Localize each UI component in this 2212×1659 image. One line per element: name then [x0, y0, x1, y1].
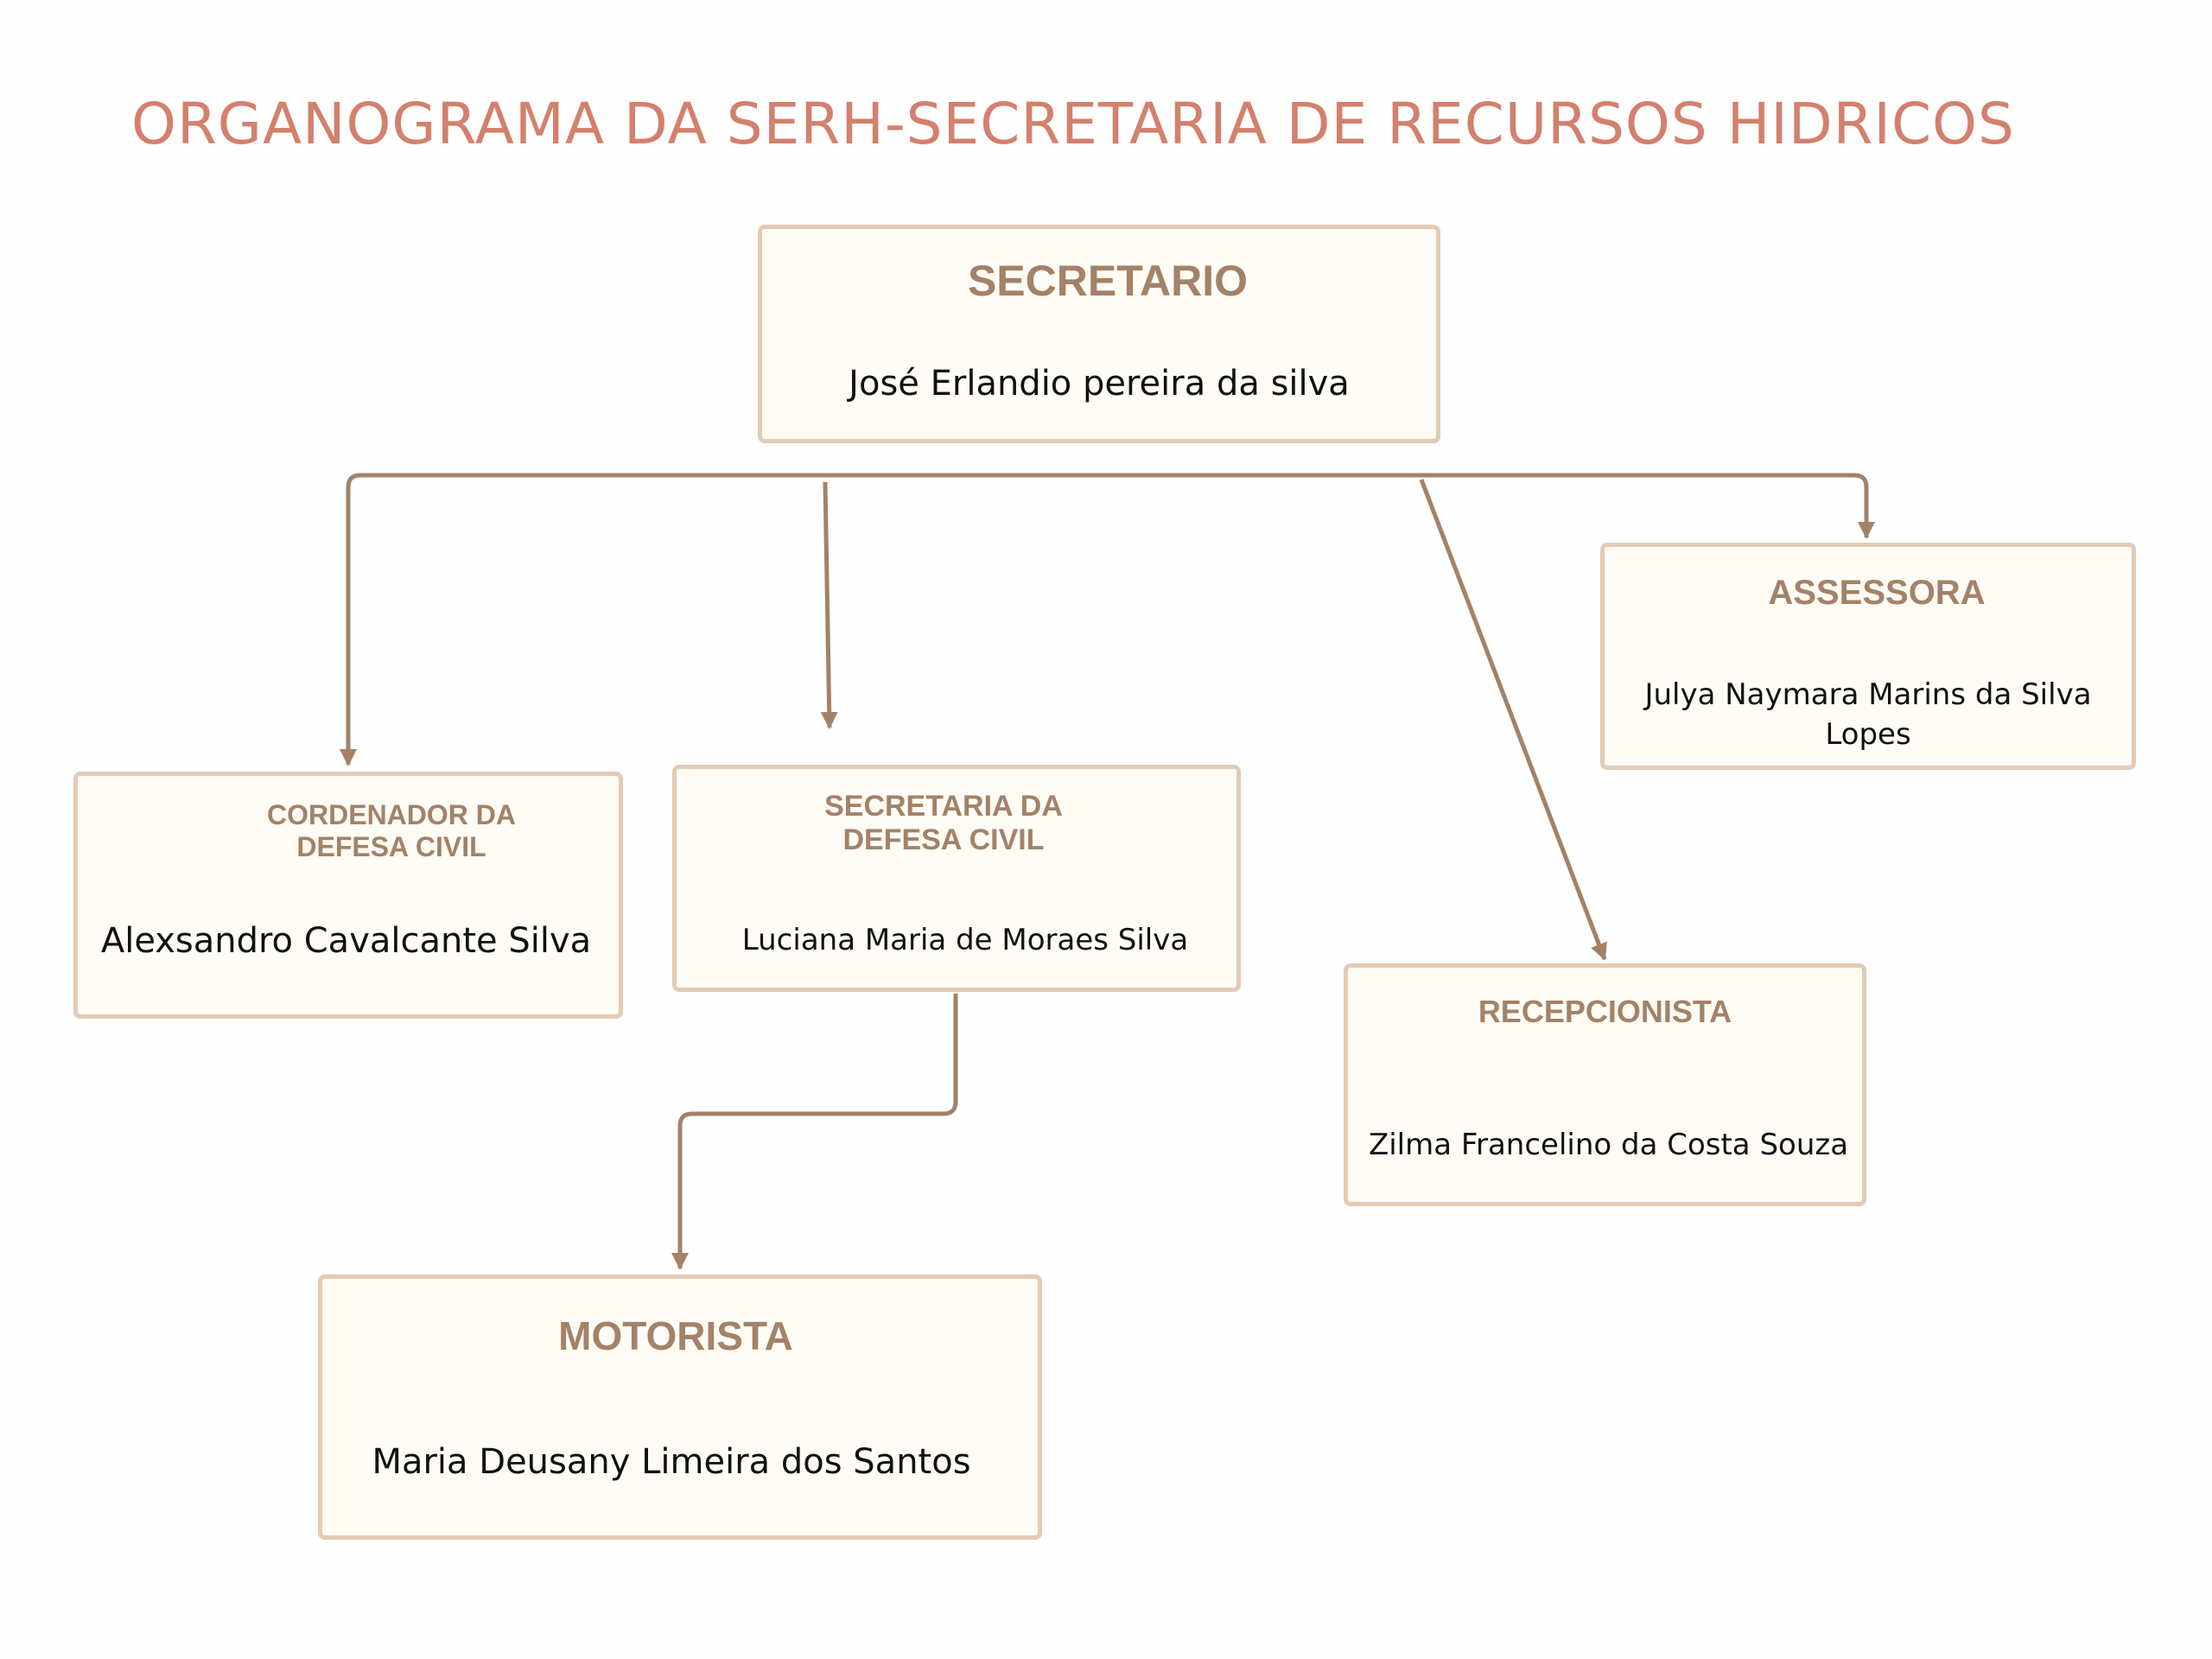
person-name: José Erlandio pereira da silva [849, 364, 1350, 404]
person-name: Zilma Francelino da Costa Souza [1368, 1128, 1849, 1162]
role-label: SECRETARIO [967, 257, 1249, 305]
role-label: ASSESSORA [1768, 574, 1986, 612]
node-assessora [1600, 543, 2136, 770]
person-name: Alexsandro Cavalcante Silva [100, 921, 592, 961]
connector-to-coordenador [348, 475, 862, 765]
connector-to-motorista [680, 994, 956, 1268]
connector-to-recepcionista [1421, 480, 1605, 959]
role-label: MOTORISTA [558, 1313, 793, 1358]
node-recepcionista [1344, 963, 1866, 1206]
node-coordenador-defesa-civil [73, 772, 623, 1019]
node-secretaria-defesa-civil [672, 765, 1241, 992]
person-name: Luciana Maria de Moraes Silva [741, 923, 1189, 957]
node-motorista [318, 1274, 1042, 1540]
role-label: SECRETARIA DA DEFESA CIVIL [824, 790, 1063, 857]
page-title: ORGANOGRAMA DA SERH-SECRETARIA DE RECURSOS HIDRICOS [131, 91, 2015, 157]
role-label: CORDENADOR DA DEFESA CIVIL [267, 799, 516, 862]
connector-to-assessora [862, 475, 1866, 537]
person-name: Maria Deusany Limeira dos Santos [372, 1442, 971, 1482]
node-secretario [758, 225, 1440, 443]
role-label: RECEPCIONISTA [1478, 994, 1732, 1029]
connector-to-secretaria-defesa [825, 482, 830, 728]
person-name: Julya Naymara Marins da Silva Lopes [1644, 677, 2092, 752]
